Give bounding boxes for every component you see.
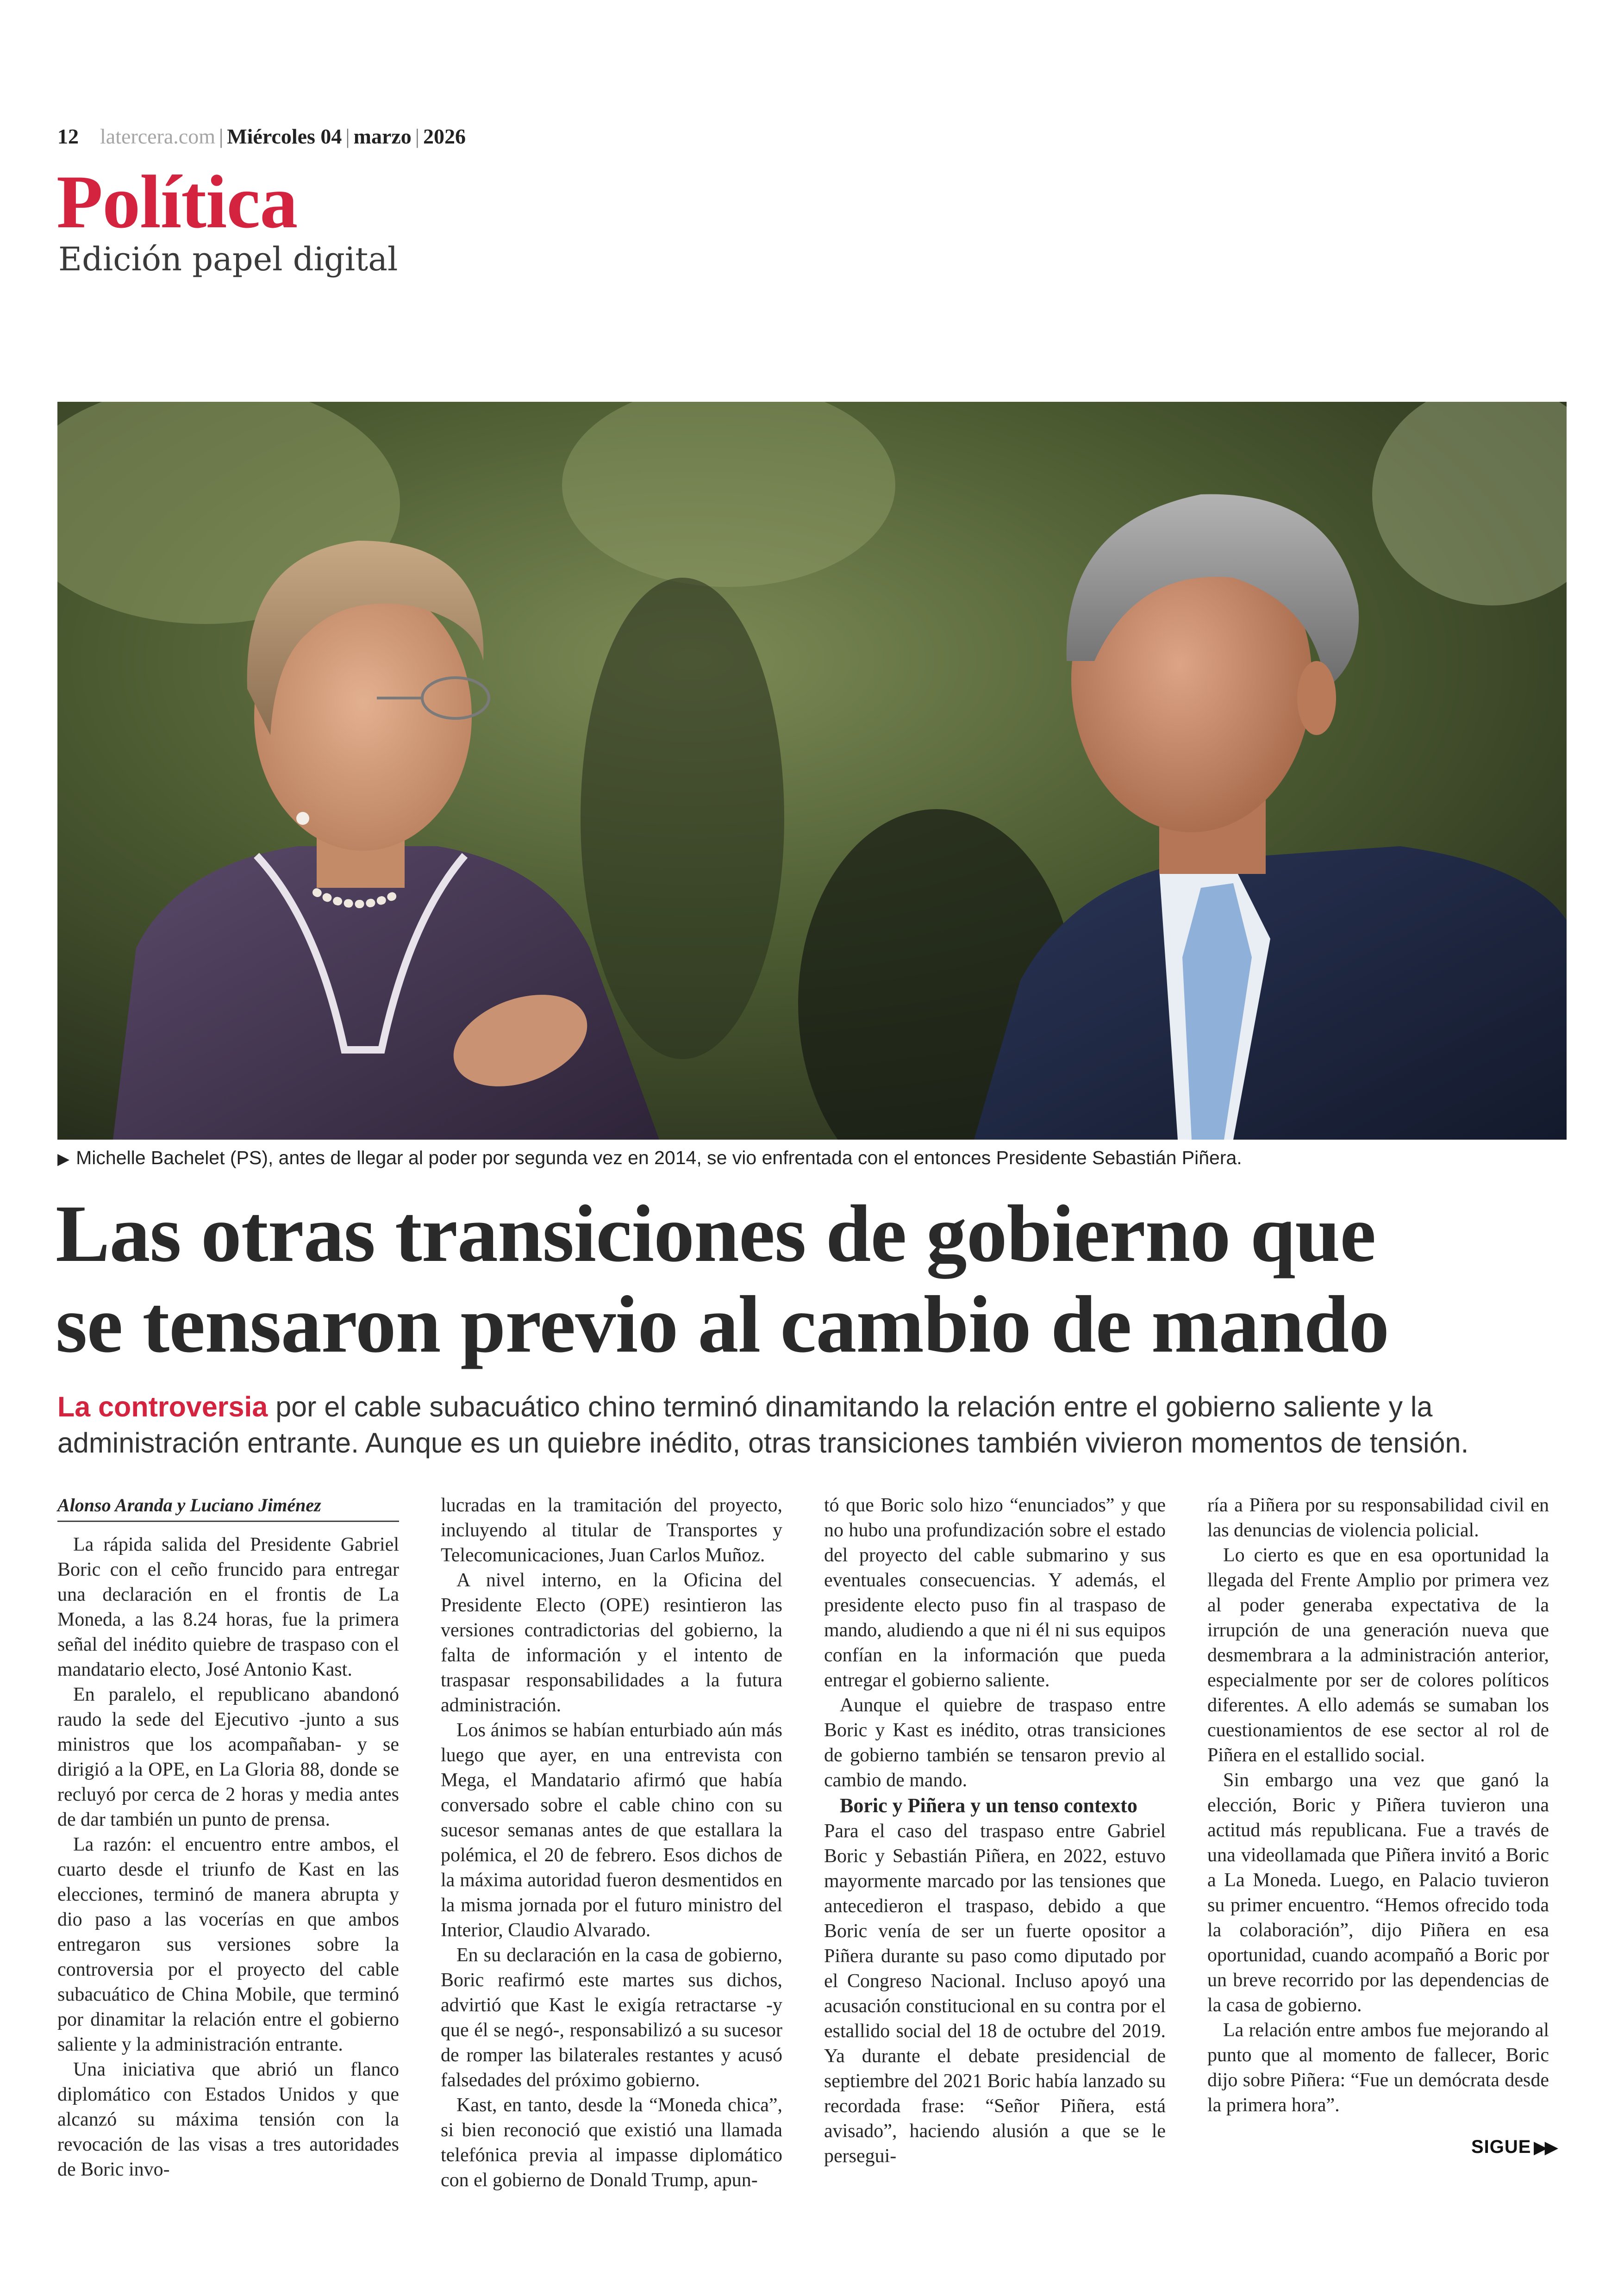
separator: | [345, 125, 350, 148]
weekday-date: Miércoles 04 [227, 125, 342, 148]
double-arrow-icon: ▶▶ [1534, 2138, 1556, 2157]
continue-marker[interactable] [1471, 2137, 1556, 2158]
caption-text: Michelle Bachelet (PS), antes de llegar al poder por segunda vez en 2014, se vio enfrentada con el entonces Presidente Sebastián Piñera. [76, 1147, 1242, 1168]
paragraph: En paralelo, el republicano abandonó raudo la sede del Ejecutivo -junto a sus ministros que los acompañaban- y se dirigió a la OPE, en La Gloria 88, donde se recluyó por cerca de 2 horas y media antes de dar también un punto de prensa. [57, 1684, 399, 1830]
year: 2026 [423, 125, 466, 148]
paragraph: Kast, en tanto, desde la “Moneda chica”, si bien reconoció que existió una llamada telefónica previa al impasse diplomático con el gobierno de Donald Trump, apun- [441, 2095, 782, 2191]
paragraph: Lo cierto es que en esa oportunidad la llegada del Frente Amplio por primera vez al poder generaba expectativa de la irrupción de una generación nueva que desmembrara a la administración anterior, especialmente por ser de colores políticos diferentes. A ello además se sumaban los cuestionamientos de ese sector al rol de Piñera en el estallido social. [1207, 1545, 1549, 1766]
paragraph: La rápida salida del Presidente Gabriel Boric con el ceño fruncido para entregar una declaración en el frontis de La Moneda, a las 8.24 horas, fue la primera señal del inédito quiebre de traspaso con el mandatario electo, José Antonio Kast. [57, 1534, 399, 1680]
headline-line-1: Las otras transiciones de gobierno que [56, 1189, 1376, 1279]
section-title: Política [56, 160, 298, 244]
paragraph: Una iniciativa que abrió un flanco diplomático con Estados Unidos y que alcanzó su máxima tensión con la revocación de las visas a tres autoridades de Boric invo- [57, 2059, 399, 2180]
body-column-1 [57, 1493, 399, 2182]
paragraph: La razón: el encuentro entre ambos, el cuarto desde el triunfo de Kast en las elecciones, terminó de manera abrupta y dio paso a las vocerías en que ambos entregaron sus versiones sobre la controversia por el proyecto del cable subacuático de China Mobile, que terminó por dinamitar la relación entre el gobierno saliente y la administración entrante. [57, 1834, 399, 2055]
site-name[interactable]: latercera.com [100, 125, 215, 148]
continue-label: SIGUE [1471, 2137, 1531, 2157]
paragraph: lucradas en la tramitación del proyecto, incluyendo al titular de Transportes y Telecomunicaciones, Juan Carlos Muñoz. [441, 1495, 782, 1566]
paragraph: A nivel interno, en la Oficina del Presidente Electo (OPE) resintieron las versiones contradictorias del gobierno, la falta de información y el intento de traspasar responsabilidades a la futura administración. [441, 1570, 782, 1716]
paragraph: Los ánimos se habían enturbiado aún más luego que ayer, en una entrevista con Mega, el Mandatario afirmó que había conversado sobre el cable chino con su sucesor semanas antes de que estallara la polémica, el 20 de febrero. Esos dichos de la máxima autoridad fueron desmentidos en la misma jornada por el futuro ministro del Interior, Claudio Alvarado. [441, 1720, 782, 1941]
separator: | [219, 125, 224, 148]
byline: Alonso Aranda y Luciano Jiménez [57, 1493, 399, 1522]
body-column-3 [824, 1493, 1166, 2169]
body-column-2 [441, 1493, 782, 2193]
deck-lead: La controversia [57, 1391, 268, 1422]
deck-text: por el cable subacuático chino terminó dinamitando la relación entre el gobierno saliente y la administración entrante. Aunque es un quiebre inédito, otras transiciones también vivieron momentos de tensión. [57, 1391, 1469, 1459]
headline [56, 1189, 1569, 1370]
paragraph: Aunque el quiebre de traspaso entre Boric y Kast es inédito, otras transiciones de gobierno también se tensaron previo al cambio de mando. [824, 1695, 1166, 1791]
photo-illustration [57, 402, 1567, 1140]
body-column-4 [1207, 1493, 1549, 2118]
folio-line [57, 124, 466, 149]
paragraph: Para el caso del traspaso entre Gabriel Boric y Sebastián Piñera, en 2022, estuvo mayormente marcado por las tensiones que antecedieron el traspaso, debido a que Boric venía de ser un fuerte opositor a Piñera durante su paso como diputado por el Congreso Nacional. Incluso apoyó una acusación constitucional en su contra por el estallido social del 18 de octubre del 2019. Ya durante el debate presidencial de septiembre del 2021 Boric había lanzado su recordada frase: “Señor Piñera, está avisado”, haciendo alusión a que se le persegui- [824, 1821, 1166, 2167]
month: marzo [353, 125, 412, 148]
section-subtitle: Edición papel digital [58, 240, 398, 278]
paragraph: En su declaración en la casa de gobierno, Boric reafirmó este martes sus dichos, advirtió que Kast le exigía retractarse -y que él se negó-, responsabilizó a su sucesor de romper las bilaterales restantes y acusó falsedades del próximo gobierno. [441, 1945, 782, 2091]
photo-caption [57, 1147, 1567, 1169]
paragraph: Sin embargo una vez que ganó la elección, Boric y Piñera tuvieron una actitud más republicana. Fue a través de una videollamada que Piñera invitó a Boric a La Moneda. Luego, en Palacio tuvieron su primer encuentro. “Hemos ofrecido toda la colaboración”, dijo Piñera en esa oportunidad, cuando acompañó a Boric por un breve recorrido por las dependencias de la casa de gobierno. [1207, 1770, 1549, 2016]
caption-marker-icon: ▶ [57, 1150, 70, 1168]
paragraph: tó que Boric solo hizo “enunciados” y que no hubo una profundización sobre el estado del proyecto del cable submarino y sus eventuales consecuencias. Y además, el presidente electo puso fin al traspaso de mando, aludiendo a que ni él ni sus equipos confían en la información que pueda entregar el gobierno saliente. [824, 1495, 1166, 1691]
subheading: Boric y Piñera y un tenso contexto [840, 1794, 1137, 1817]
page-number: 12 [57, 125, 79, 148]
paragraph: La relación entre ambos fue mejorando al punto que al momento de fallecer, Boric dijo sobre Piñera: “Fue un demócrata desde la primera hora”. [1207, 2020, 1549, 2116]
separator: | [415, 125, 420, 148]
deck [57, 1389, 1567, 1461]
paragraph: ría a Piñera por su responsabilidad civil en las denuncias de violencia policial. [1207, 1495, 1549, 1541]
headline-line-2: se tensaron previo al cambio de mando [56, 1279, 1389, 1370]
lead-photo [57, 402, 1567, 1140]
